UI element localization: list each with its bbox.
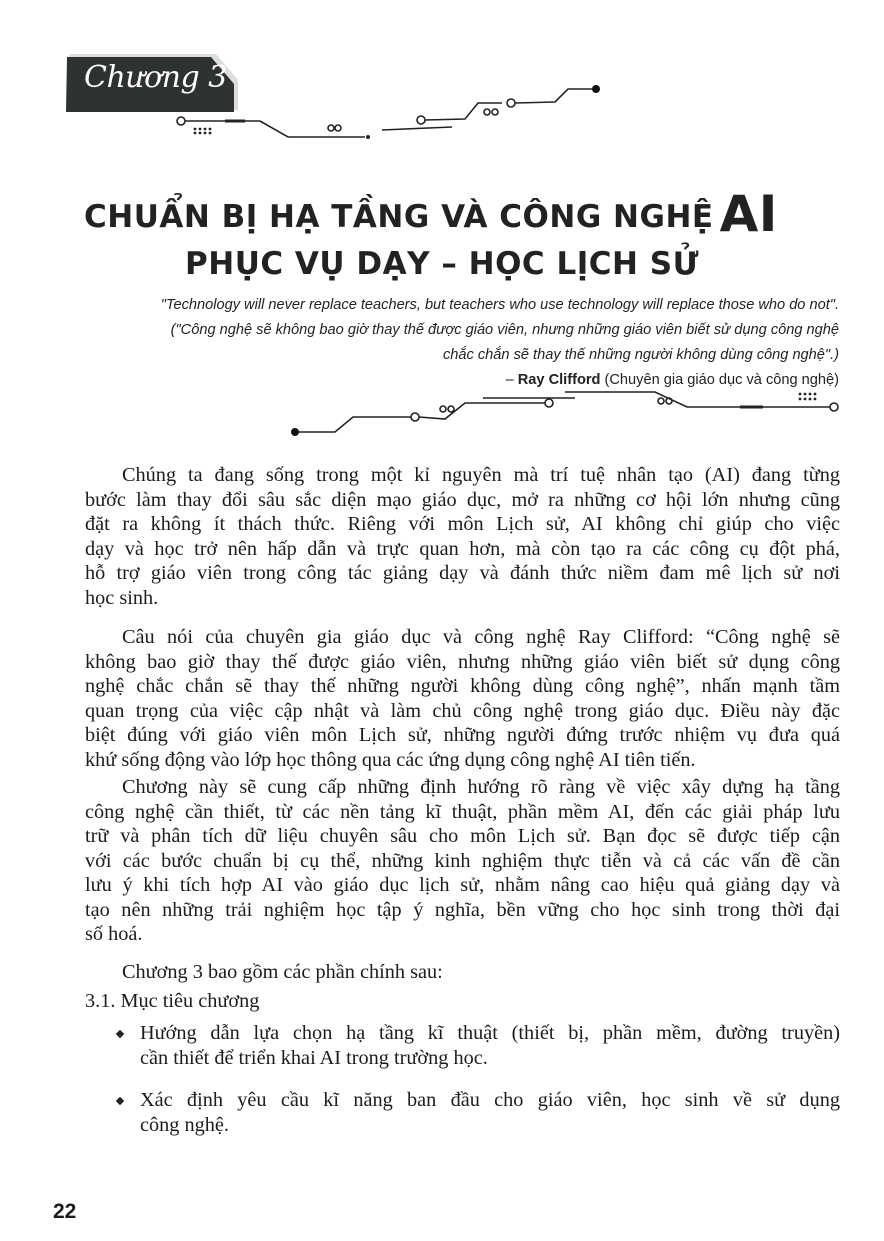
text-line: không bao giờ thay thế được giáo viên, nhưng những giáo viên biết sử dụng công — [85, 650, 840, 673]
epigraph-english: "Technology will never replace teachers, but teachers who use technology will replace those who do not". — [160, 297, 839, 313]
text-line: biệt đúng với giáo viên môn Lịch sử, những người đứng trước nhiệm vụ đưa quá — [85, 724, 840, 746]
page-number: 22 — [53, 1200, 77, 1223]
contents-intro: Chương 3 bao gồm các phần chính sau: — [122, 961, 443, 983]
text-line: Chương này sẽ cung cấp những định hướng rõ ràng về việc xây dựng hạ tầng — [122, 776, 840, 798]
bullet-item — [85, 1088, 840, 1137]
paragraph-3 — [85, 775, 840, 947]
text-line — [85, 1088, 840, 1113]
text-line: với các bước chuẩn bị cụ thể, những kinh nghiệm thực tiễn và cả các vấn đề cần — [85, 849, 840, 872]
text-line: khứ sống động vào lớp học thông qua các ứng dụng công nghệ AI tiên tiến. — [85, 748, 696, 771]
text-line: nghệ chắc chắn sẽ thay thế những người không dùng công nghệ”, nhấn mạnh tầm — [85, 675, 840, 697]
text-line: tạo nên những trải nghiệm học tập ý nghĩa, bền vững cho học sinh trong thời đại — [85, 898, 840, 921]
text-line: lưu ý khi tích hợp AI vào giáo dục lịch sử, nhằm nâng cao hiệu quả giảng dạy và — [85, 874, 840, 896]
bullet-diamond-icon — [116, 1097, 124, 1105]
text-line: công nghệ cần thiết, từ các nền tảng kĩ thuật, phần mềm AI, đến các giải pháp lưu — [85, 800, 840, 823]
circuit-decoration-top — [160, 75, 760, 145]
contents-list — [85, 960, 840, 1137]
circuit-decoration-bottom — [285, 385, 845, 445]
text-line: Câu nói của chuyên gia giáo dục và công nghệ Ray Clifford: “Công nghệ sẽ — [122, 626, 840, 648]
text-line: học sinh. — [85, 586, 159, 609]
paragraph-1 — [85, 463, 840, 610]
epigraph-vietnamese-2: chắc chắn sẽ thay thế những người không dùng công nghệ".) — [443, 347, 839, 363]
text-line: công nghệ. — [140, 1113, 229, 1136]
bullet-text: Xác định yêu cầu kĩ năng ban đầu cho giáo viên, học sinh về sử dụng — [140, 1089, 840, 1111]
chapter-title-line2: PHỤC VỤ DẠY – HỌC LỊCH SỬ — [185, 246, 699, 282]
text-line: trữ và phân tích dữ liệu chuyên sâu cho môn Lịch sử. Bạn đọc sẽ được tiếp cận — [85, 825, 840, 847]
text-line: số hoá. — [85, 923, 143, 945]
dash: – — [505, 372, 518, 388]
title-text: CHUẨN BỊ HẠ TẦNG VÀ CÔNG NGHỆ — [84, 199, 714, 235]
bullet-diamond-icon — [116, 1030, 124, 1038]
bullet-item — [85, 1021, 840, 1070]
author-name: Ray Clifford — [517, 372, 601, 388]
paragraph-2 — [85, 625, 840, 772]
bullet-text: Hướng dẫn lựa chọn hạ tầng kĩ thuật (thiết bị, phần mềm, đường truyền) — [140, 1022, 840, 1044]
title-ai-emphasis: AI — [719, 185, 778, 243]
epigraph-vietnamese-1: ("Công nghệ sẽ không bao giờ thay thế được giáo viên, nhưng những giáo viên biết sử dụng công nghệ — [170, 322, 839, 338]
text-line — [85, 1021, 840, 1046]
text-line: hỗ trợ giáo viên trong công tác giảng dạy và đánh thức niềm đam mê lịch sử nơi — [85, 562, 840, 584]
text-line: quan trọng của việc cập nhật và làm chủ công nghệ trong giáo dục. Điều này đặc — [85, 699, 840, 722]
chapter-title-line1 — [84, 185, 778, 243]
section-heading — [85, 989, 840, 1014]
section-heading-text: 3.1. Mục tiêu chương — [85, 989, 260, 1012]
text-line: đặt ra không ít thách thức. Riêng với môn Lịch sử, AI không chỉ giúp cho việc — [85, 513, 840, 535]
text-line: dạy và học trở nên hấp dẫn và trực quan hơn, mà còn tạo ra các công cụ đột phá, — [85, 537, 840, 560]
chapter-badge-label: Chương 3 — [84, 60, 227, 95]
text-line: bước làm thay đổi sâu sắc diện mạo giáo dục, mở ra những cơ hội lớn nhưng cũng — [85, 488, 840, 511]
author-role: (Chuyên gia giáo dục và công nghệ) — [600, 372, 839, 388]
text-line: Chúng ta đang sống trong một kỉ nguyên mà trí tuệ nhân tạo (AI) đang từng — [122, 464, 840, 486]
text-line: cần thiết để triển khai AI trong trường học. — [140, 1046, 488, 1069]
